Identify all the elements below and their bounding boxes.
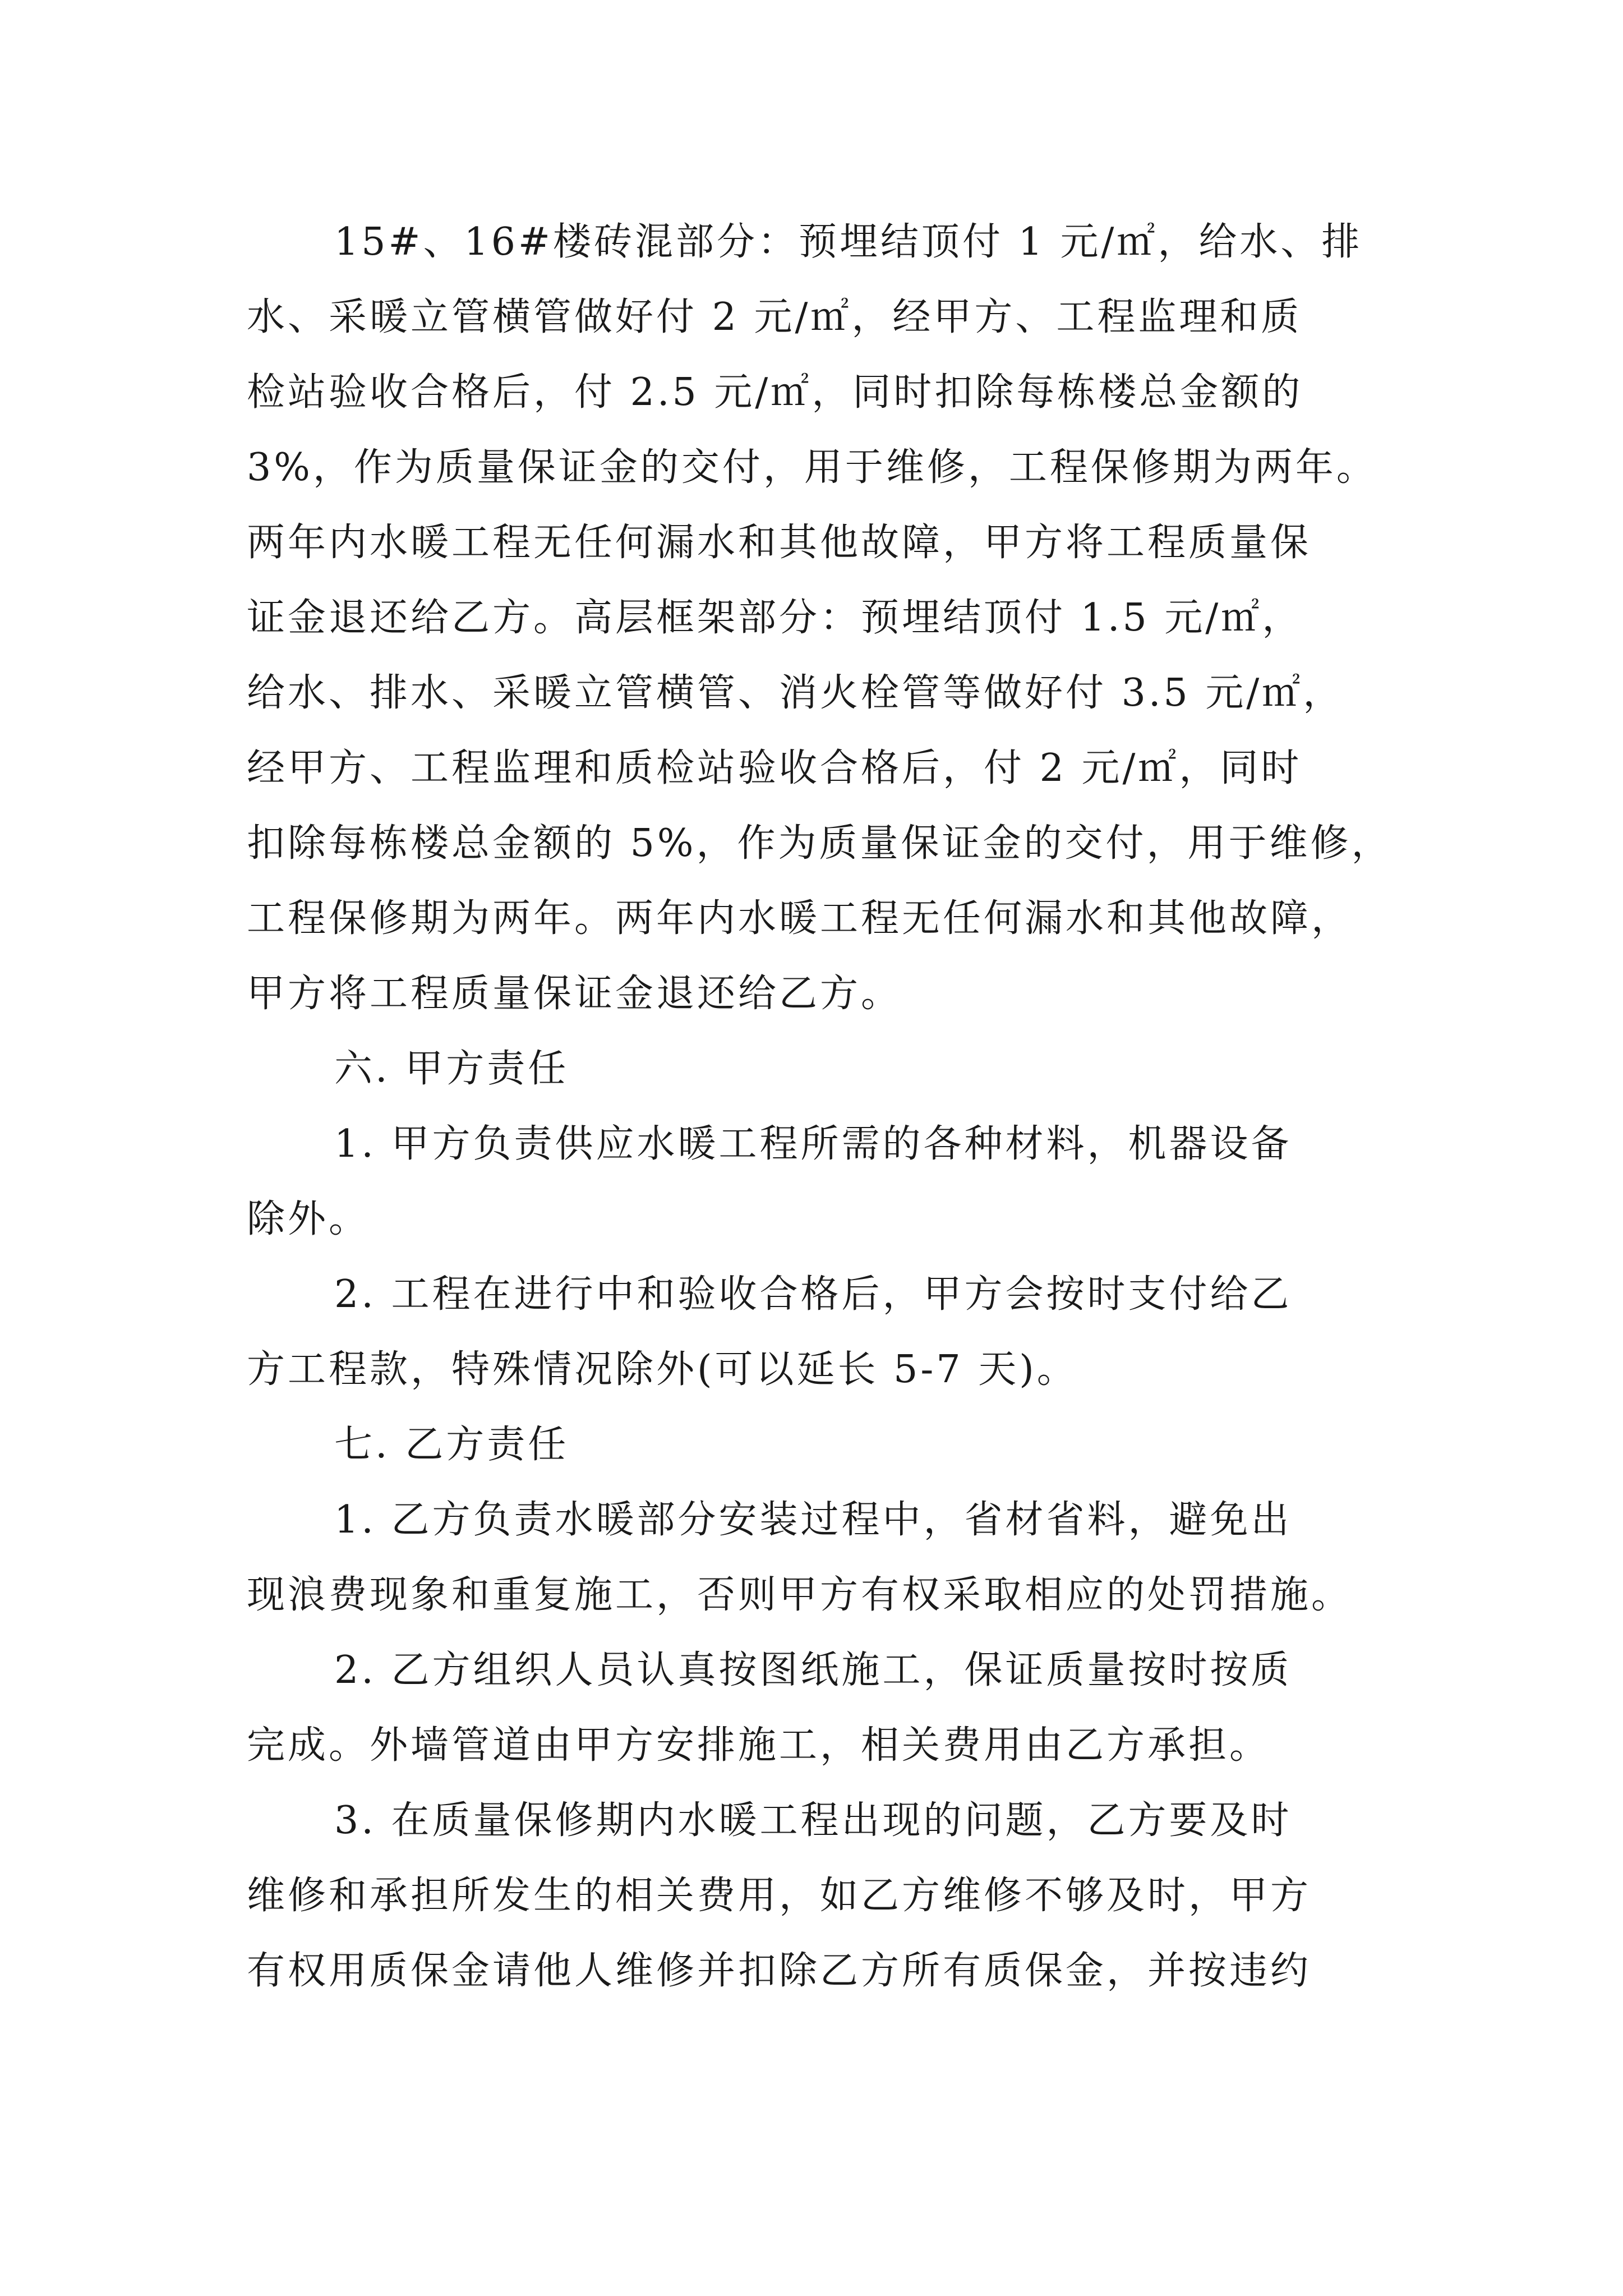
text-line: 维修和承担所发生的相关费用，如乙方维修不够及时，甲方 [247,1874,1312,1918]
body-text [247,205,1391,2009]
text-line: 证金退还给乙方。高层框架部分：预埋结顶付 1.5 元/㎡， [247,596,1303,640]
text-line: 15#、16#楼砖混部分：预埋结顶付 1 元/㎡，给水、排 [334,220,1363,264]
section-heading: 七. 乙方责任 [334,1423,569,1467]
text-line: 有权用质保金请他人维修并扣除乙方所有质保金，并按违约 [247,1949,1312,1993]
section-heading: 六. 甲方责任 [334,1047,569,1091]
text-line: 3%，作为质量保证金的交付，用于维修，工程保修期为两年。 [247,445,1377,490]
text-line: 1. 甲方负责供应水暖工程所需的各种材料，机器设备 [334,1122,1292,1166]
text-line: 检站验收合格后，付 2.5 元/㎡，同时扣除每栋楼总金额的 [247,370,1303,415]
text-line: 1. 乙方负责水暖部分安装过程中，省材省料，避免出 [334,1498,1292,1542]
text-line: 两年内水暖工程无任何漏水和其他故障，甲方将工程质量保 [247,521,1312,565]
text-line: 3. 在质量保修期内水暖工程出现的问题，乙方要及时 [334,1798,1292,1843]
text-line: 工程保修期为两年。两年内水暖工程无任何漏水和其他故障， [247,896,1353,941]
text-line: 经甲方、工程监理和质检站验收合格后，付 2 元/㎡，同时 [247,746,1302,790]
text-line: 2. 乙方组织人员认真按图纸施工，保证质量按时按质 [334,1648,1292,1692]
text-line: 除外。 [247,1197,370,1241]
text-line: 甲方将工程质量保证金退还给乙方。 [247,972,902,1016]
text-line: 水、采暖立管横管做好付 2 元/㎡，经甲方、工程监理和质 [247,295,1302,339]
text-line: 完成。外墙管道由甲方安排施工，相关费用由乙方承担。 [247,1723,1271,1768]
text-line: 扣除每栋楼总金额的 5%，作为质量保证金的交付，用于维修， [247,821,1393,866]
text-line: 2. 工程在进行中和验收合格后，甲方会按时支付给乙 [334,1272,1292,1317]
text-line: 方工程款，特殊情况除外(可以延长 5-7 天)。 [247,1347,1078,1392]
text-line: 现浪费现象和重复施工，否则甲方有权采取相应的处罚措施。 [247,1573,1353,1617]
text-line: 给水、排水、采暖立管横管、消火栓管等做好付 3.5 元/㎡， [247,671,1344,715]
